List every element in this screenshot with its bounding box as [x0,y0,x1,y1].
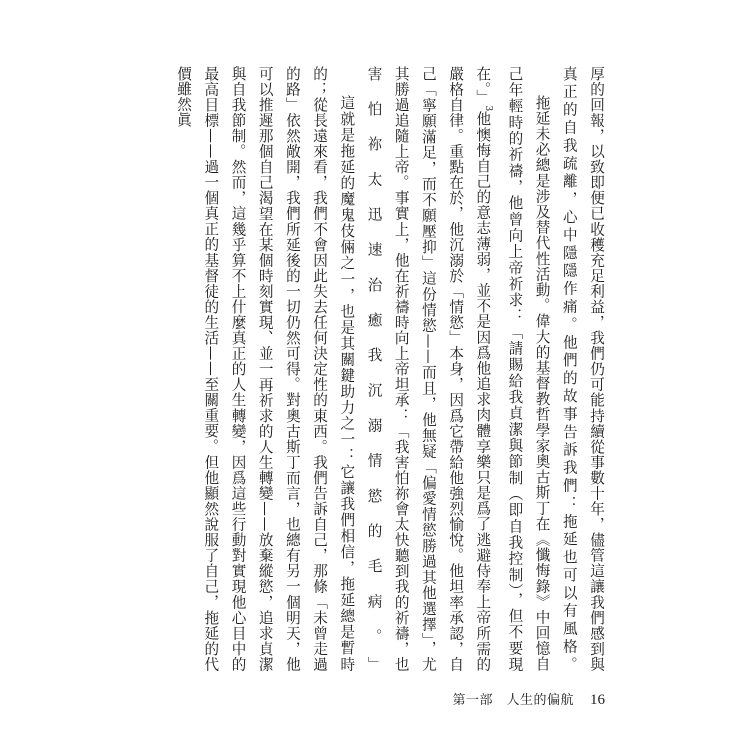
paragraph-3: 這就是拖延的魔鬼伎倆之一，也是其關鍵助力之一：它讓我們相信，拖延總是暫時的；從長遠來看，我們不會因此失去任何決定性的東西。我們告訴自己，那條「未曾走過的路」依然敞開，我們所延後的一切仍然可得。對奧古斯丁而言，也總有另一個明天，他可以推遲那個自己渴望在某個時刻實現、並一再祈求的人生轉變——放棄縱慾，追求貞潔與自我節制。然而，這幾乎算不上什麼真正的人生轉變，因爲這些行動對實現他心目中的最高目標——過一個真正的基督徒的生活——至關重要。但他顯然說服了自己，拖延的代價雖然眞 [175,66,356,672]
section-title: 第一部 人生的偏航 [452,693,574,708]
paragraph-2-text-a: 拖延未必總是涉及替代性活動。偉大的基督教哲學家奧古斯丁在《懺悔錄》中回憶自己年輕時的祈禱，他曾向上帝祈求：「請賜給我貞潔與節制（即自我控制），但不要現在。」 [474,66,551,672]
running-footer [452,689,605,709]
paragraph-2-text-b: 他懊悔自己的意志薄弱，並不是因爲他追求肉體享樂只是爲了逃避侍奉上帝所需的嚴格自律。重點在於，他沉溺於「情慾」本身，因爲它帶給他強烈愉悅。他坦率承認，自己「寧願滿足，而不願壓抑」這份情慾——而且，他無疑「偏愛情慾勝過其他選擇」，尤其勝過追隨上帝。事實上，他在祈禱時向上帝坦承：「我害怕祢會太快聽到我的祈禱，也害怕祢太迅速治癒我沉溺情慾的毛病。」 [365,66,492,672]
paragraph-2 [360,66,555,672]
paragraph-1: 厚的回報，以致即便已收穫充足利益，我們仍可能持續從事數十年，儘管這讓我們感到與真正的自我疏離，心中隱隱作痛。他們的故事告訴我們：拖延也可以有風格。 [560,66,605,672]
page-number: 16 [590,692,605,708]
footnote-marker: 3 [483,105,494,112]
vertical-text-block [175,66,610,672]
